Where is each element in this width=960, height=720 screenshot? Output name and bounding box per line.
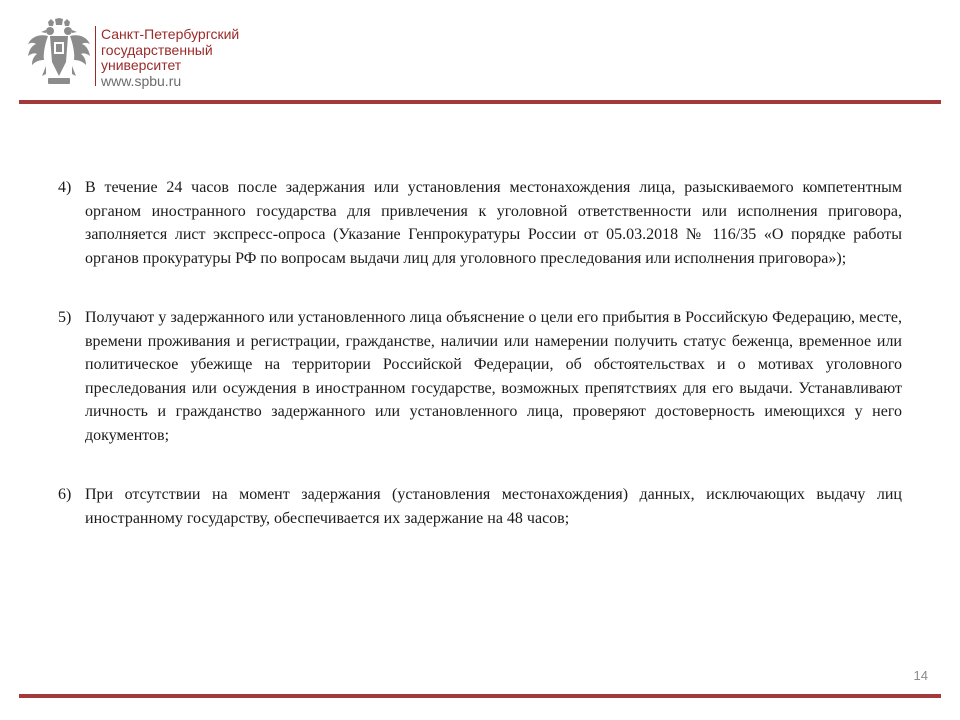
list-item-number: 5)	[58, 309, 72, 326]
list-item-number: 4)	[58, 179, 72, 196]
list-item-text: При отсутствии на момент задержания (установления местонахождения) данных, исключающих выдачу лиц иностранному государству, обеспечивается их задержание на 48 часов;	[85, 486, 902, 527]
logo-line-3: университет	[101, 57, 182, 73]
website-link[interactable]: www.spbu.ru	[101, 72, 182, 89]
list-item-number: 6)	[58, 486, 72, 503]
logo-divider	[95, 26, 96, 86]
logo-line-1: Санкт-Петербургский	[101, 26, 240, 42]
double-headed-eagle-emblem-icon	[26, 18, 92, 90]
page-number: 14	[913, 668, 928, 683]
university-logo-text	[101, 27, 239, 89]
list-item	[58, 306, 902, 447]
top-divider	[19, 100, 941, 104]
list-item	[58, 176, 902, 270]
header	[0, 0, 960, 104]
list-item-text: Получают у задержанного или установленного лица объяснение о цели его прибытия в Российскую Федерацию, месте, времени проживания и регистрации, гражданстве, наличии или намерении получить статус беженца, временное или политическое убежище на территории Российской Федерации, об обстоятельствах и о мотивах уголовного преследования или осуждения в иностранном государстве, возможных препятствиях для его выдачи. Устанавливают личность и гражданство задержанного или установленного лица, проверяют достоверность имеющихся у него документов;	[85, 309, 902, 444]
list-item	[58, 483, 902, 530]
logo-line-2: государственный	[101, 41, 213, 58]
slide-body	[58, 176, 902, 566]
bottom-divider	[19, 694, 941, 698]
list-item-text: В течение 24 часов после задержания или установления местонахождения лица, разыскиваемого компетентным органом иностранного государства для привлечения к уголовной ответственности или исполнения приговора, заполняется лист экспресс-опроса (Указание Генпрокуратуры России от 05.03.2018 № 116/35 «О порядке работы органов прокуратуры РФ по вопросам выдачи лиц для уголовного преследования или исполнения приговора»);	[85, 179, 902, 267]
